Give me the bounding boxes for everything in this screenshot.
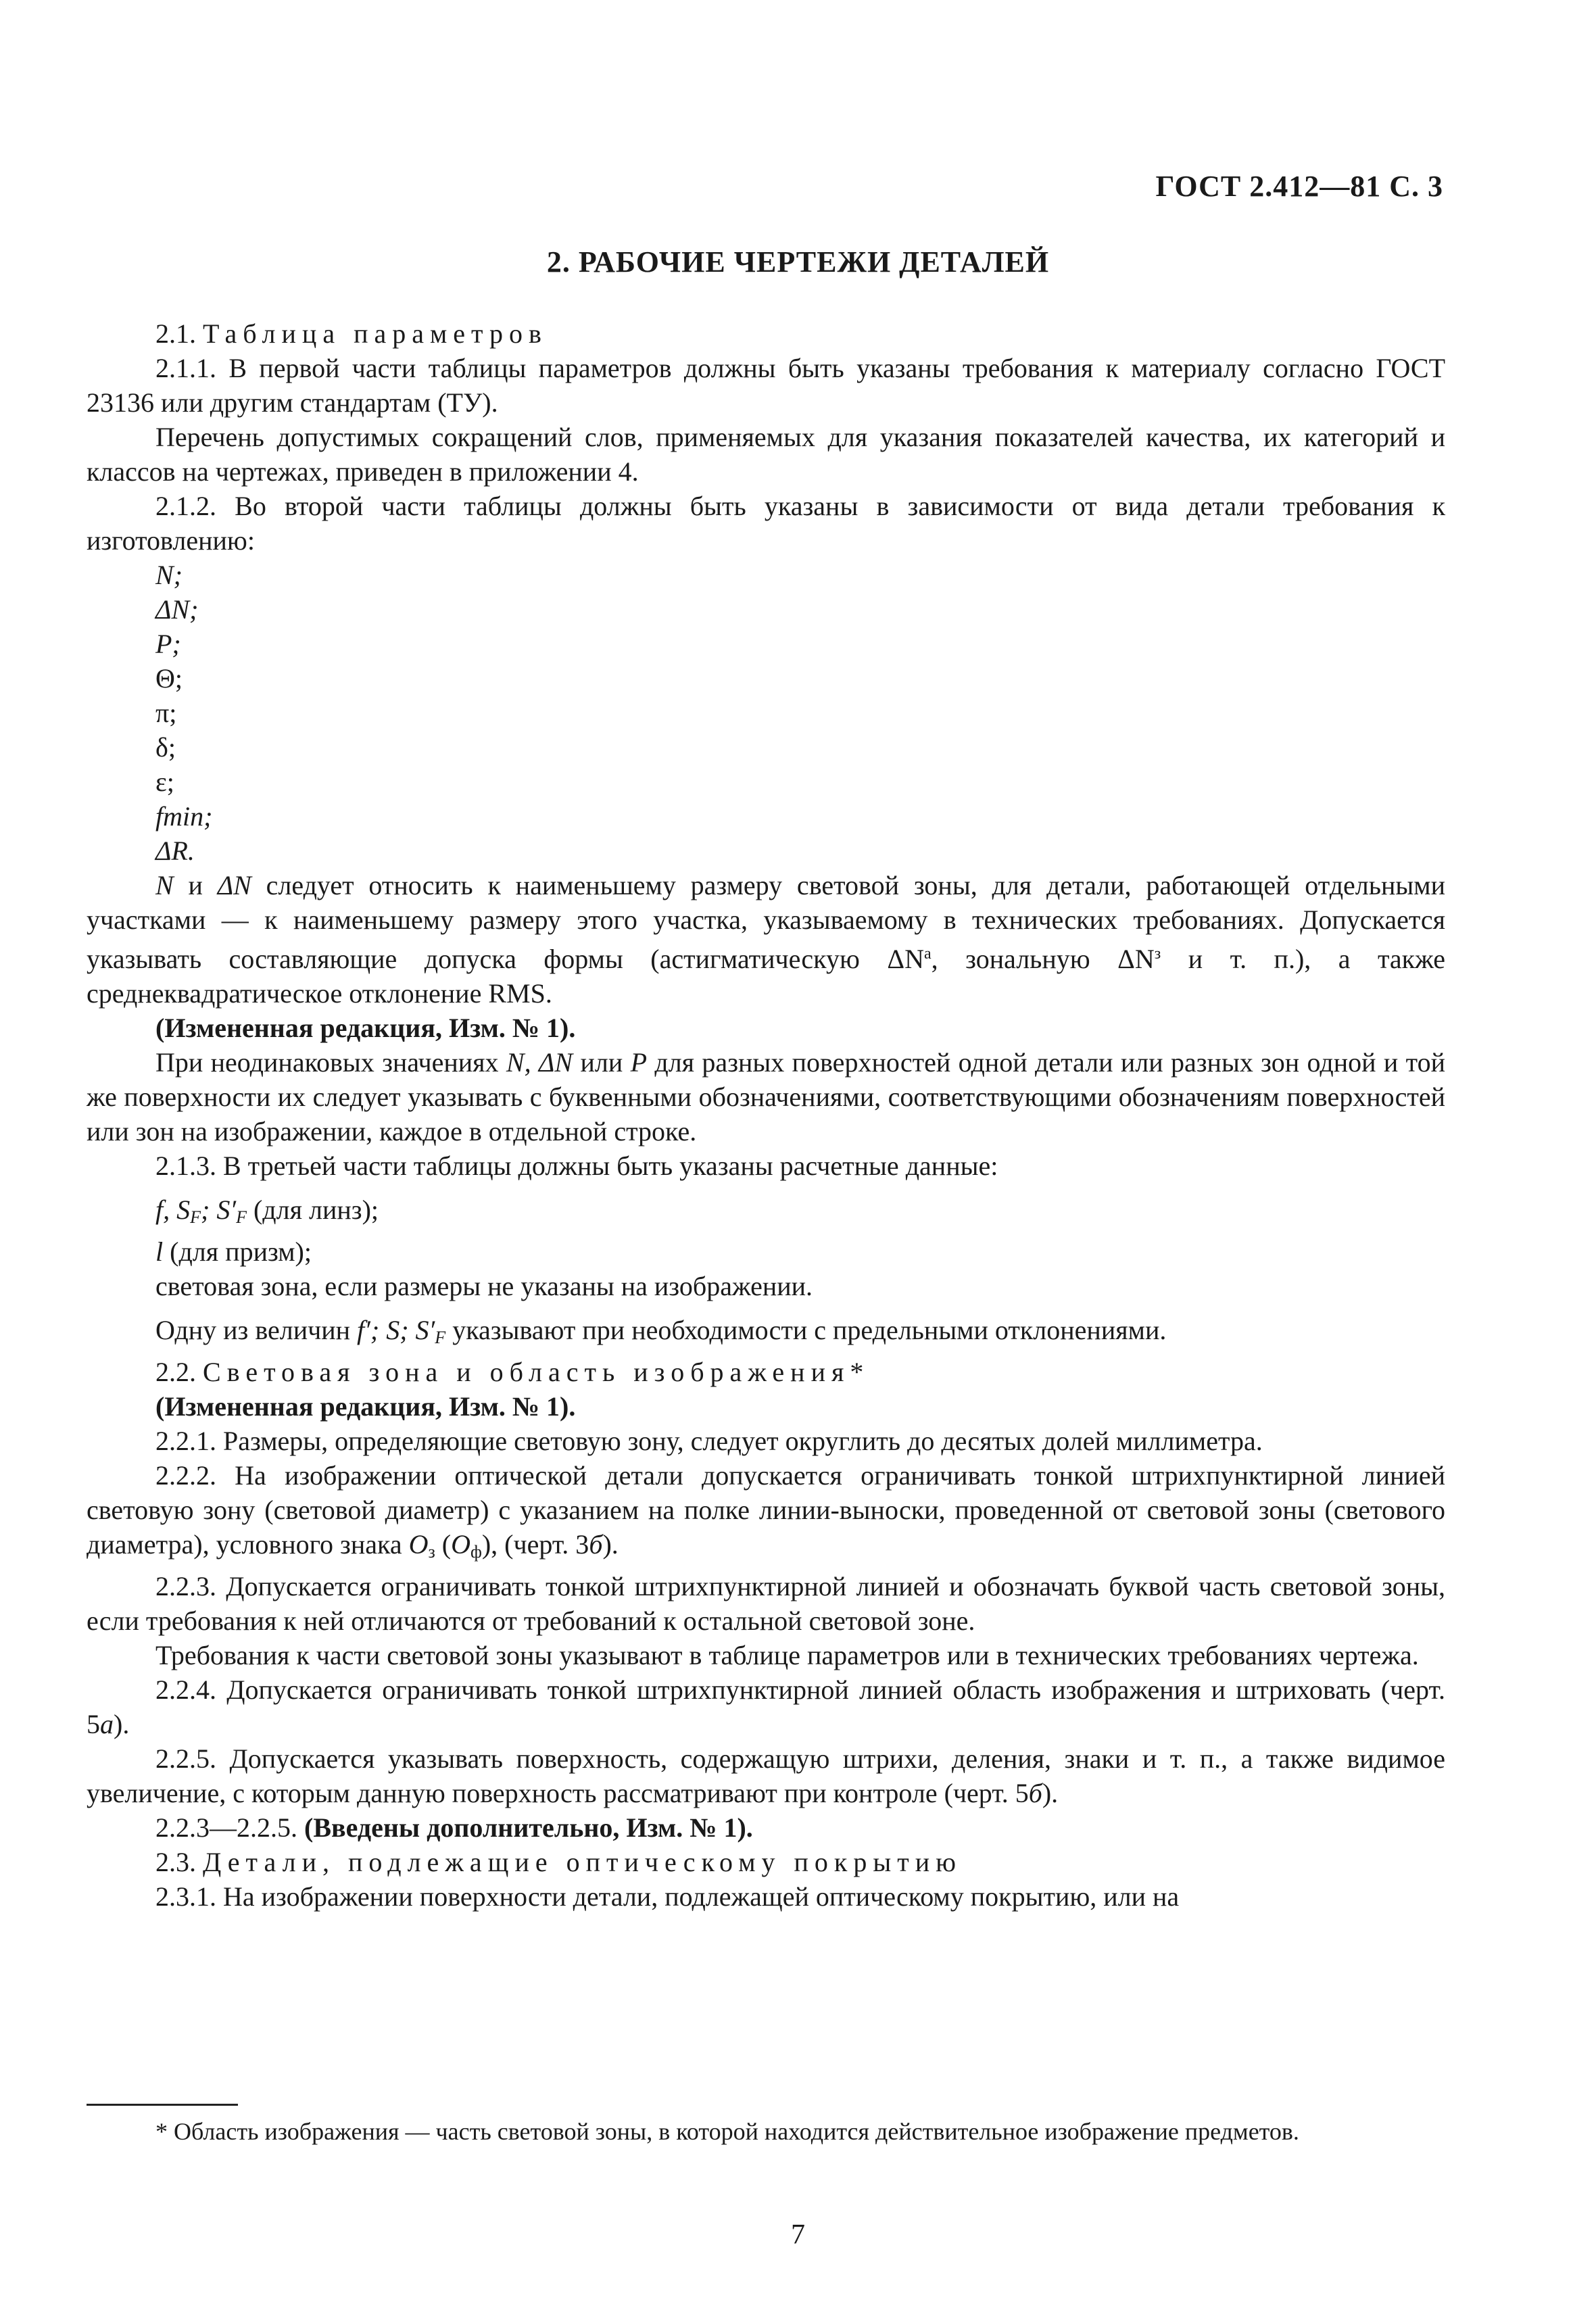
paragraph-n-delta-n: N и ΔN следует относить к наименьшему размеру световой зоны, для детали, работающей отдельными участками — к наименьшему размеру этого участка, указываемому в технических требованиях. Допускается указывать составляющие допуска формы (астигматическую $\Delta N^а$, зональную $\Delta N^з$ и т. п.), а также среднеквадратическое отклонение RMS.: [87, 870, 1446, 1009]
page-number: 7: [791, 2219, 805, 2250]
paragraph-2-1-3: 2.1.3. В третьей части таблицы должны быть указаны расчетные данные:: [155, 1151, 998, 1181]
section-title: 2. РАБОЧИЕ ЧЕРТЕЖИ ДЕТАЛЕЙ: [546, 245, 1050, 279]
paragraph-2-1-1: 2.1.1. В первой части таблицы параметров должны быть указаны требования к материалу согласно ГОСТ 23136 или другим стандартам (ТУ).: [87, 353, 1445, 418]
subsection-heading-2-3: 2.3. Детали, подлежащие оптическому покрытию: [155, 1847, 962, 1877]
paragraph-2-3-1: 2.3.1. На изображении поверхности детали, подлежащей оптическому покрытию, или на: [155, 1881, 1180, 1912]
requirements-list: [87, 558, 1445, 868]
paragraph-2-2-2: 2.2.2. На изображении оптической детали допускается ограничивать тонкой штрихпунктирной линией световую зону (световой диаметр) с указанием на полке линии-выноски, проведенной от световой зоны (светового диаметра), условного знака $О_з$ $(О_ф)$, (черт. 3б).: [87, 1460, 1445, 1562]
subsection-heading-2-1: 2.1. Таблица параметров: [155, 318, 548, 349]
paragraph-zone-requirements: Требования к части световой зоны указывают в таблице параметров или в технических требованиях чертежа.: [155, 1640, 1419, 1670]
list-item: ΔN;: [155, 594, 199, 625]
calc-line-prisms: l (для призм);: [155, 1236, 312, 1267]
footnote-divider: [87, 2104, 238, 2106]
paragraph-abbreviations: Перечень допустимых сокращений слов, применяемых для указания показателей качества, их категорий и классов на чертежах, приведен в приложении 4.: [87, 422, 1445, 487]
list-item: ε;: [155, 767, 174, 797]
list-item: fmin;: [155, 801, 213, 831]
list-item: N;: [155, 560, 183, 590]
calc-line-lenses: f, $S_F$; $S'_F$ (для линз);: [155, 1195, 379, 1227]
paragraph-2-2-3: 2.2.3. Допускается ограничивать тонкой штрихпунктирной линией и обозначать буквой часть световой зоны, если требования к ней отличаются от требований к остальной световой зоне.: [87, 1571, 1445, 1636]
paragraph-unequal-values: При неодинаковых значениях N, ΔN или P для разных поверхностей одной детали или разных зон одной и той же поверхности их следует указывать с буквенными обозначениями, соответствующими обозначениям поверхностей или зон на изображении, каждое в отдельной строке.: [87, 1047, 1445, 1147]
paragraph-2-2-4: 2.2.4. Допускается ограничивать тонкой штрихпунктирной линией область изображения и штриховать (черт. 5а).: [87, 1674, 1445, 1739]
document-body: [87, 316, 1445, 1914]
revision-note-added: 2.2.3—2.2.5. (Введены дополнительно, Изм. № 1).: [155, 1812, 753, 1843]
list-item: δ;: [155, 732, 176, 763]
paragraph-one-of-values: Одну из величин f′; S; $S'_F$ указывают при необходимости с предельными отклонениями.: [155, 1315, 1167, 1347]
paragraph-2-2-5: 2.2.5. Допускается указывать поверхность, содержащую штрихи, деления, знаки и т. п., а также видимое увеличение, с которым данную поверхность рассматривают при контроле (черт. 5б).: [87, 1743, 1445, 1808]
list-item: ΔR.: [155, 836, 195, 866]
list-item: P;: [155, 629, 181, 659]
page-header: ГОСТ 2.412—81 С. 3: [1155, 170, 1443, 203]
list-item: π;: [155, 698, 177, 728]
calc-line-light-zone: световая зона, если размеры не указаны на изображении.: [155, 1271, 813, 1301]
revision-note: (Измененная редакция, Изм. № 1).: [155, 1391, 576, 1422]
list-item: Θ;: [155, 663, 183, 694]
paragraph-2-2-1: 2.2.1. Размеры, определяющие световую зону, следует округлить до десятых долей миллиметра.: [155, 1426, 1263, 1456]
revision-note: (Измененная редакция, Изм. № 1).: [155, 1013, 576, 1043]
footnote: * Область изображения — часть световой зоны, в которой находится действительное изображение предметов.: [155, 2118, 1299, 2145]
paragraph-2-1-2: 2.1.2. Во второй части таблицы должны быть указаны в зависимости от вида детали требования к изготовлению:: [87, 491, 1445, 556]
subsection-heading-2-2: 2.2. Световая зона и область изображения*: [155, 1357, 870, 1387]
